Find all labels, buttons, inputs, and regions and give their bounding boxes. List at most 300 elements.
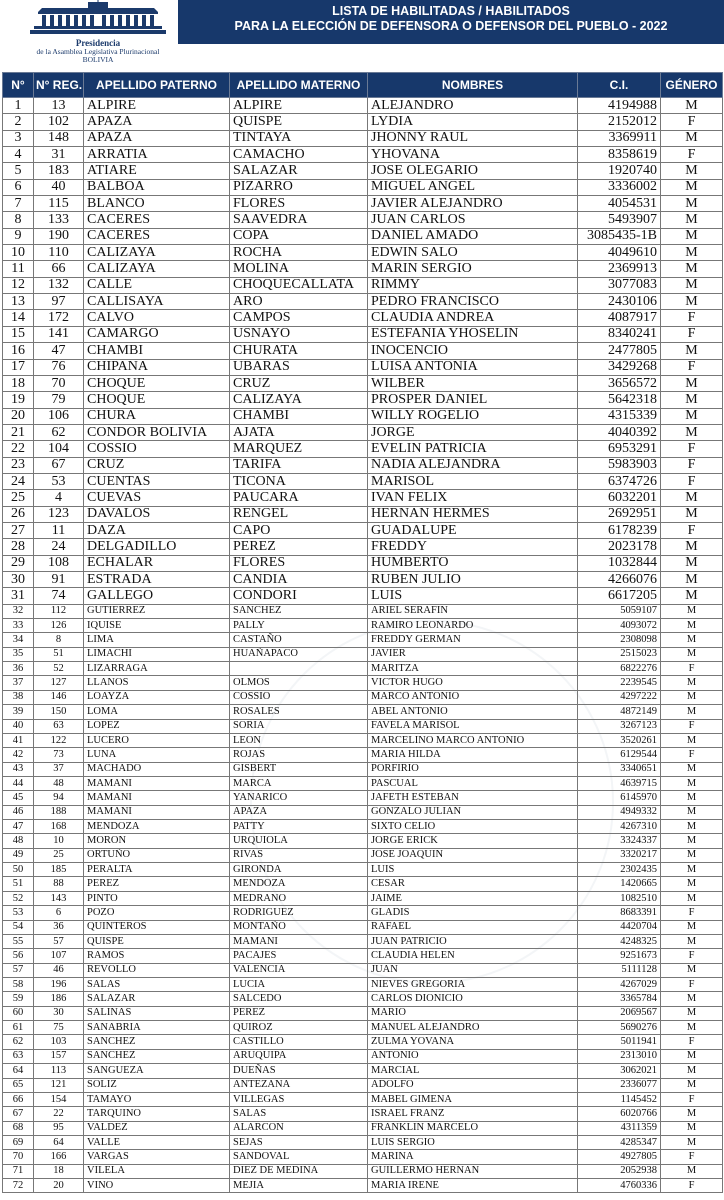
cell-gender: M	[661, 1135, 723, 1149]
cell-names: HUMBERTO	[368, 555, 578, 571]
table-row	[3, 392, 723, 408]
cell-id-card: 1145452	[578, 1092, 661, 1106]
cell-gender: M	[661, 705, 723, 719]
cell-id-card: 4315339	[578, 408, 661, 424]
cell-number: 45	[3, 791, 34, 805]
cell-registration: 127	[34, 676, 84, 690]
cell-paternal-surname: CHIPANA	[84, 359, 230, 375]
cell-maternal-surname: PEREZ	[230, 539, 368, 555]
cell-paternal-surname: LIMA	[84, 633, 230, 647]
cell-maternal-surname: DUEÑAS	[230, 1064, 368, 1078]
cell-id-card: 2313010	[578, 1049, 661, 1063]
cell-paternal-surname: CHAMBI	[84, 343, 230, 359]
cell-paternal-surname: RAMOS	[84, 949, 230, 963]
cell-registration: 104	[34, 441, 84, 457]
cell-paternal-surname: MAMANI	[84, 776, 230, 790]
cell-maternal-surname: SAAVEDRA	[230, 212, 368, 228]
cell-number: 17	[3, 359, 34, 375]
cell-gender: M	[661, 375, 723, 391]
table-row	[3, 705, 723, 719]
cell-names: MARIN SERGIO	[368, 261, 578, 277]
cell-paternal-surname: GALLEGO	[84, 588, 230, 604]
table-row	[3, 359, 723, 375]
cell-maternal-surname: YANARICO	[230, 791, 368, 805]
cell-paternal-surname: APAZA	[84, 114, 230, 130]
cell-paternal-surname: LIZARRAGA	[84, 662, 230, 676]
cell-names: ARIEL SERAFIN	[368, 604, 578, 618]
cell-number: 62	[3, 1035, 34, 1049]
cell-maternal-surname	[230, 662, 368, 676]
cell-names: JUAN	[368, 963, 578, 977]
table-row	[3, 147, 723, 163]
cell-registration: 51	[34, 647, 84, 661]
cell-id-card: 4639715	[578, 776, 661, 790]
table-row	[3, 906, 723, 920]
cell-gender: M	[661, 604, 723, 618]
cell-paternal-surname: DAZA	[84, 522, 230, 538]
cell-registration: 11	[34, 522, 84, 538]
assembly-logo	[18, 0, 178, 68]
cell-paternal-surname: LOAYZA	[84, 690, 230, 704]
cell-number: 23	[3, 457, 34, 473]
cell-paternal-surname: PINTO	[84, 891, 230, 905]
cell-paternal-surname: CAMARGO	[84, 326, 230, 342]
cell-number: 29	[3, 555, 34, 571]
cell-number: 38	[3, 690, 34, 704]
cell-number: 8	[3, 212, 34, 228]
cell-gender: M	[661, 1121, 723, 1135]
cell-id-card: 6178239	[578, 522, 661, 538]
cell-number: 10	[3, 245, 34, 261]
cell-paternal-surname: SANCHEZ	[84, 1035, 230, 1049]
cell-registration: 107	[34, 949, 84, 963]
cell-maternal-surname: SANCHEZ	[230, 604, 368, 618]
cell-gender: M	[661, 196, 723, 212]
cell-id-card: 5493907	[578, 212, 661, 228]
cell-gender: F	[661, 359, 723, 375]
cell-id-card: 4266076	[578, 571, 661, 587]
cell-registration: 103	[34, 1035, 84, 1049]
cell-maternal-surname: PAUCARA	[230, 490, 368, 506]
cell-registration: 31	[34, 147, 84, 163]
cell-names: MARIO	[368, 1006, 578, 1020]
cell-id-card: 2308098	[578, 633, 661, 647]
cell-paternal-surname: VINO	[84, 1179, 230, 1193]
cell-id-card: 6032201	[578, 490, 661, 506]
cell-paternal-surname: CHURA	[84, 408, 230, 424]
cell-id-card: 6953291	[578, 441, 661, 457]
cell-maternal-surname: ARO	[230, 294, 368, 310]
cell-registration: 113	[34, 1064, 84, 1078]
cell-names: PORFIRIO	[368, 762, 578, 776]
cell-registration: 67	[34, 457, 84, 473]
cell-registration: 183	[34, 163, 84, 179]
cell-number: 48	[3, 834, 34, 848]
cell-id-card: 9251673	[578, 949, 661, 963]
cell-gender: M	[661, 98, 723, 114]
logo-country-label: BOLIVIA	[82, 55, 114, 64]
cell-maternal-surname: CAMACHO	[230, 147, 368, 163]
cell-id-card: 2369913	[578, 261, 661, 277]
cell-names: FREDDY	[368, 539, 578, 555]
cell-gender: M	[661, 963, 723, 977]
cell-paternal-surname: CUENTAS	[84, 473, 230, 489]
cell-id-card: 4267029	[578, 978, 661, 992]
cell-maternal-surname: QUISPE	[230, 114, 368, 130]
table-row	[3, 457, 723, 473]
cell-paternal-surname: QUISPE	[84, 934, 230, 948]
cell-paternal-surname: PERALTA	[84, 863, 230, 877]
cell-names: IVAN FELIX	[368, 490, 578, 506]
cell-id-card: 8358619	[578, 147, 661, 163]
cell-paternal-surname: ATIARE	[84, 163, 230, 179]
cell-registration: 8	[34, 633, 84, 647]
cell-names: ABEL ANTONIO	[368, 705, 578, 719]
cell-gender: M	[661, 277, 723, 293]
cell-paternal-surname: LOPEZ	[84, 719, 230, 733]
cell-number: 55	[3, 934, 34, 948]
table-row	[3, 539, 723, 555]
cell-number: 26	[3, 506, 34, 522]
cell-id-card: 5690276	[578, 1021, 661, 1035]
cell-id-card: 2052938	[578, 1164, 661, 1178]
cell-maternal-surname: GISBERT	[230, 762, 368, 776]
table-row	[3, 228, 723, 244]
table-row	[3, 776, 723, 790]
cell-number: 41	[3, 733, 34, 747]
cell-id-card: 4049610	[578, 245, 661, 261]
table-row	[3, 1049, 723, 1063]
cell-gender: M	[661, 776, 723, 790]
cell-number: 56	[3, 949, 34, 963]
table-row	[3, 163, 723, 179]
cell-number: 4	[3, 147, 34, 163]
cell-maternal-surname: GIRONDA	[230, 863, 368, 877]
cell-gender: M	[661, 891, 723, 905]
cell-maternal-surname: MAMANI	[230, 934, 368, 948]
cell-gender: M	[661, 1006, 723, 1020]
cell-id-card: 3085435-1B	[578, 228, 661, 244]
cell-number: 2	[3, 114, 34, 130]
cell-names: JORGE ERICK	[368, 834, 578, 848]
cell-paternal-surname: CUEVAS	[84, 490, 230, 506]
cell-maternal-surname: FLORES	[230, 555, 368, 571]
cell-number: 7	[3, 196, 34, 212]
table-row	[3, 690, 723, 704]
cell-gender: M	[661, 506, 723, 522]
table-row	[3, 1035, 723, 1049]
cell-number: 47	[3, 820, 34, 834]
cell-registration: 46	[34, 963, 84, 977]
cell-paternal-surname: CHOQUE	[84, 392, 230, 408]
cell-registration: 47	[34, 343, 84, 359]
cell-maternal-surname: SEJAS	[230, 1135, 368, 1149]
cell-registration: 73	[34, 748, 84, 762]
cell-id-card: 3324337	[578, 834, 661, 848]
cell-names: ADOLFO	[368, 1078, 578, 1092]
cell-maternal-surname: CANDIA	[230, 571, 368, 587]
cell-gender: M	[661, 571, 723, 587]
cell-id-card: 6374726	[578, 473, 661, 489]
cell-gender: M	[661, 490, 723, 506]
table-row	[3, 1021, 723, 1035]
cell-id-card: 1420665	[578, 877, 661, 891]
cell-number: 25	[3, 490, 34, 506]
cell-paternal-surname: CACERES	[84, 212, 230, 228]
table-row	[3, 506, 723, 522]
cell-gender: M	[661, 1078, 723, 1092]
table-row	[3, 748, 723, 762]
cell-number: 19	[3, 392, 34, 408]
cell-id-card: 3429268	[578, 359, 661, 375]
cell-maternal-surname: CALIZAYA	[230, 392, 368, 408]
cell-maternal-surname: RIVAS	[230, 848, 368, 862]
cell-paternal-surname: LIMACHI	[84, 647, 230, 661]
table-row	[3, 343, 723, 359]
table-row	[3, 834, 723, 848]
cell-registration: 141	[34, 326, 84, 342]
cell-number: 13	[3, 294, 34, 310]
cell-registration: 186	[34, 992, 84, 1006]
cell-number: 40	[3, 719, 34, 733]
cell-registration: 25	[34, 848, 84, 862]
cell-paternal-surname: DELGADILLO	[84, 539, 230, 555]
table-row	[3, 310, 723, 326]
cell-names: HERNAN HERMES	[368, 506, 578, 522]
cell-number: 52	[3, 891, 34, 905]
table-row	[3, 676, 723, 690]
cell-number: 43	[3, 762, 34, 776]
table-row	[3, 877, 723, 891]
cell-gender: F	[661, 1179, 723, 1193]
cell-gender: M	[661, 392, 723, 408]
cell-id-card: 2069567	[578, 1006, 661, 1020]
cell-paternal-surname: ECHALAR	[84, 555, 230, 571]
cell-id-card: 4872149	[578, 705, 661, 719]
cell-registration: 122	[34, 733, 84, 747]
cell-maternal-surname: COSSIO	[230, 690, 368, 704]
cell-gender: F	[661, 719, 723, 733]
cell-registration: 53	[34, 473, 84, 489]
cell-maternal-surname: MENDOZA	[230, 877, 368, 891]
table-row	[3, 1135, 723, 1149]
cell-number: 72	[3, 1179, 34, 1193]
cell-gender: M	[661, 261, 723, 277]
cell-number: 51	[3, 877, 34, 891]
cell-id-card: 4267310	[578, 820, 661, 834]
cell-registration: 148	[34, 130, 84, 146]
cell-gender: F	[661, 310, 723, 326]
cell-registration: 6	[34, 906, 84, 920]
cell-paternal-surname: SOLIZ	[84, 1078, 230, 1092]
cell-id-card: 2023178	[578, 539, 661, 555]
cell-number: 12	[3, 277, 34, 293]
table-row	[3, 114, 723, 130]
cell-number: 44	[3, 776, 34, 790]
cell-id-card: 6020766	[578, 1107, 661, 1121]
cell-gender: M	[661, 647, 723, 661]
table-row	[3, 1064, 723, 1078]
cell-maternal-surname: VILLEGAS	[230, 1092, 368, 1106]
cell-number: 14	[3, 310, 34, 326]
cell-maternal-surname: SALAZAR	[230, 163, 368, 179]
cell-id-card: 6129544	[578, 748, 661, 762]
cell-names: JHONNY RAUL	[368, 130, 578, 146]
cell-names: JAIME	[368, 891, 578, 905]
cell-names: JAVIER	[368, 647, 578, 661]
cell-maternal-surname: PALLY	[230, 619, 368, 633]
cell-maternal-surname: QUIROZ	[230, 1021, 368, 1035]
cell-gender: M	[661, 791, 723, 805]
cell-names: JOSE JOAQUIN	[368, 848, 578, 862]
cell-gender: M	[661, 1107, 723, 1121]
cell-id-card: 1032844	[578, 555, 661, 571]
cell-number: 9	[3, 228, 34, 244]
cell-number: 5	[3, 163, 34, 179]
cell-names: GUADALUPE	[368, 522, 578, 538]
cell-gender: M	[661, 992, 723, 1006]
table-row	[3, 261, 723, 277]
cell-names: JAVIER ALEJANDRO	[368, 196, 578, 212]
cell-paternal-surname: CALLISAYA	[84, 294, 230, 310]
cell-gender: M	[661, 424, 723, 440]
cell-registration: 112	[34, 604, 84, 618]
cell-paternal-surname: APAZA	[84, 130, 230, 146]
cell-maternal-surname: VALENCIA	[230, 963, 368, 977]
cell-number: 66	[3, 1092, 34, 1106]
cell-id-card: 5642318	[578, 392, 661, 408]
cell-number: 50	[3, 863, 34, 877]
cell-names: FREDDY GERMAN	[368, 633, 578, 647]
cell-registration: 70	[34, 375, 84, 391]
cell-id-card: 5059107	[578, 604, 661, 618]
cell-id-card: 6145970	[578, 791, 661, 805]
cell-paternal-surname: LOMA	[84, 705, 230, 719]
table-row	[3, 326, 723, 342]
cell-names: GUILLERMO HERNAN	[368, 1164, 578, 1178]
cell-gender: M	[661, 805, 723, 819]
cell-names: ESTEFANIA YHOSELIN	[368, 326, 578, 342]
cell-number: 31	[3, 588, 34, 604]
table-row	[3, 294, 723, 310]
cell-paternal-surname: ORTUÑO	[84, 848, 230, 862]
cell-names: SIXTO CELIO	[368, 820, 578, 834]
cell-number: 60	[3, 1006, 34, 1020]
cell-id-card: 3320217	[578, 848, 661, 862]
cell-registration: 166	[34, 1150, 84, 1164]
cell-id-card: 4285347	[578, 1135, 661, 1149]
logo-institution-label: Presidencia	[75, 38, 121, 48]
cell-gender: F	[661, 1092, 723, 1106]
cell-gender: M	[661, 848, 723, 862]
cell-names: PEDRO FRANCISCO	[368, 294, 578, 310]
cell-paternal-surname: CONDOR BOLIVIA	[84, 424, 230, 440]
cell-paternal-surname: LUNA	[84, 748, 230, 762]
cell-id-card: 3656572	[578, 375, 661, 391]
cell-names: MABEL GIMENA	[368, 1092, 578, 1106]
cell-id-card: 4311359	[578, 1121, 661, 1135]
cell-maternal-surname: CAPO	[230, 522, 368, 538]
cell-maternal-surname: ARUQUIPA	[230, 1049, 368, 1063]
cell-id-card: 2336077	[578, 1078, 661, 1092]
column-header-gender: GÉNERO	[661, 73, 723, 98]
cell-names: EDWIN SALO	[368, 245, 578, 261]
cell-gender: M	[661, 294, 723, 310]
document-title-bar	[178, 0, 724, 44]
cell-paternal-surname: REVOLLO	[84, 963, 230, 977]
cell-number: 46	[3, 805, 34, 819]
cell-paternal-surname: ESTRADA	[84, 571, 230, 587]
table-row	[3, 1078, 723, 1092]
cell-paternal-surname: MAMANI	[84, 791, 230, 805]
cell-maternal-surname: MONTAÑO	[230, 920, 368, 934]
cell-id-card: 6617205	[578, 588, 661, 604]
cell-names: RUBEN JULIO	[368, 571, 578, 587]
cell-names: MARIA HILDA	[368, 748, 578, 762]
cell-names: MARIA IRENE	[368, 1179, 578, 1193]
cell-registration: 13	[34, 98, 84, 114]
table-row	[3, 179, 723, 195]
cell-names: CLAUDIA ANDREA	[368, 310, 578, 326]
cell-id-card: 2515023	[578, 647, 661, 661]
table-row	[3, 1164, 723, 1178]
cell-number: 64	[3, 1064, 34, 1078]
cell-registration: 172	[34, 310, 84, 326]
cell-id-card: 4194988	[578, 98, 661, 114]
cell-maternal-surname: LUCIA	[230, 978, 368, 992]
cell-number: 65	[3, 1078, 34, 1092]
cell-paternal-surname: POZO	[84, 906, 230, 920]
cell-gender: M	[661, 179, 723, 195]
cell-names: YHOVANA	[368, 147, 578, 163]
cell-registration: 30	[34, 1006, 84, 1020]
cell-maternal-surname: USNAYO	[230, 326, 368, 342]
cell-maternal-surname: CAMPOS	[230, 310, 368, 326]
cell-paternal-surname: DAVALOS	[84, 506, 230, 522]
cell-id-card: 4093072	[578, 619, 661, 633]
cell-names: MANUEL ALEJANDRO	[368, 1021, 578, 1035]
cell-gender: F	[661, 662, 723, 676]
table-row	[3, 588, 723, 604]
candidates-table	[2, 72, 723, 1193]
table-row	[3, 791, 723, 805]
cell-registration: 24	[34, 539, 84, 555]
cell-maternal-surname: PATTY	[230, 820, 368, 834]
table-row	[3, 992, 723, 1006]
cell-registration: 4	[34, 490, 84, 506]
cell-names: WILLY ROGELIO	[368, 408, 578, 424]
cell-gender: M	[661, 619, 723, 633]
cell-number: 20	[3, 408, 34, 424]
cell-names: DANIEL AMADO	[368, 228, 578, 244]
cell-names: FAVELA MARISOL	[368, 719, 578, 733]
cell-number: 34	[3, 633, 34, 647]
cell-maternal-surname: MEJIA	[230, 1179, 368, 1193]
cell-names: RAMIRO LEONARDO	[368, 619, 578, 633]
cell-id-card: 1920740	[578, 163, 661, 179]
table-row	[3, 619, 723, 633]
cell-paternal-surname: SANCHEZ	[84, 1049, 230, 1063]
table-row	[3, 762, 723, 776]
cell-registration: 123	[34, 506, 84, 522]
cell-maternal-surname: SALCEDO	[230, 992, 368, 1006]
cell-names: ANTONIO	[368, 1049, 578, 1063]
cell-registration: 110	[34, 245, 84, 261]
cell-gender: M	[661, 555, 723, 571]
cell-number: 6	[3, 179, 34, 195]
table-row	[3, 375, 723, 391]
cell-registration: 185	[34, 863, 84, 877]
